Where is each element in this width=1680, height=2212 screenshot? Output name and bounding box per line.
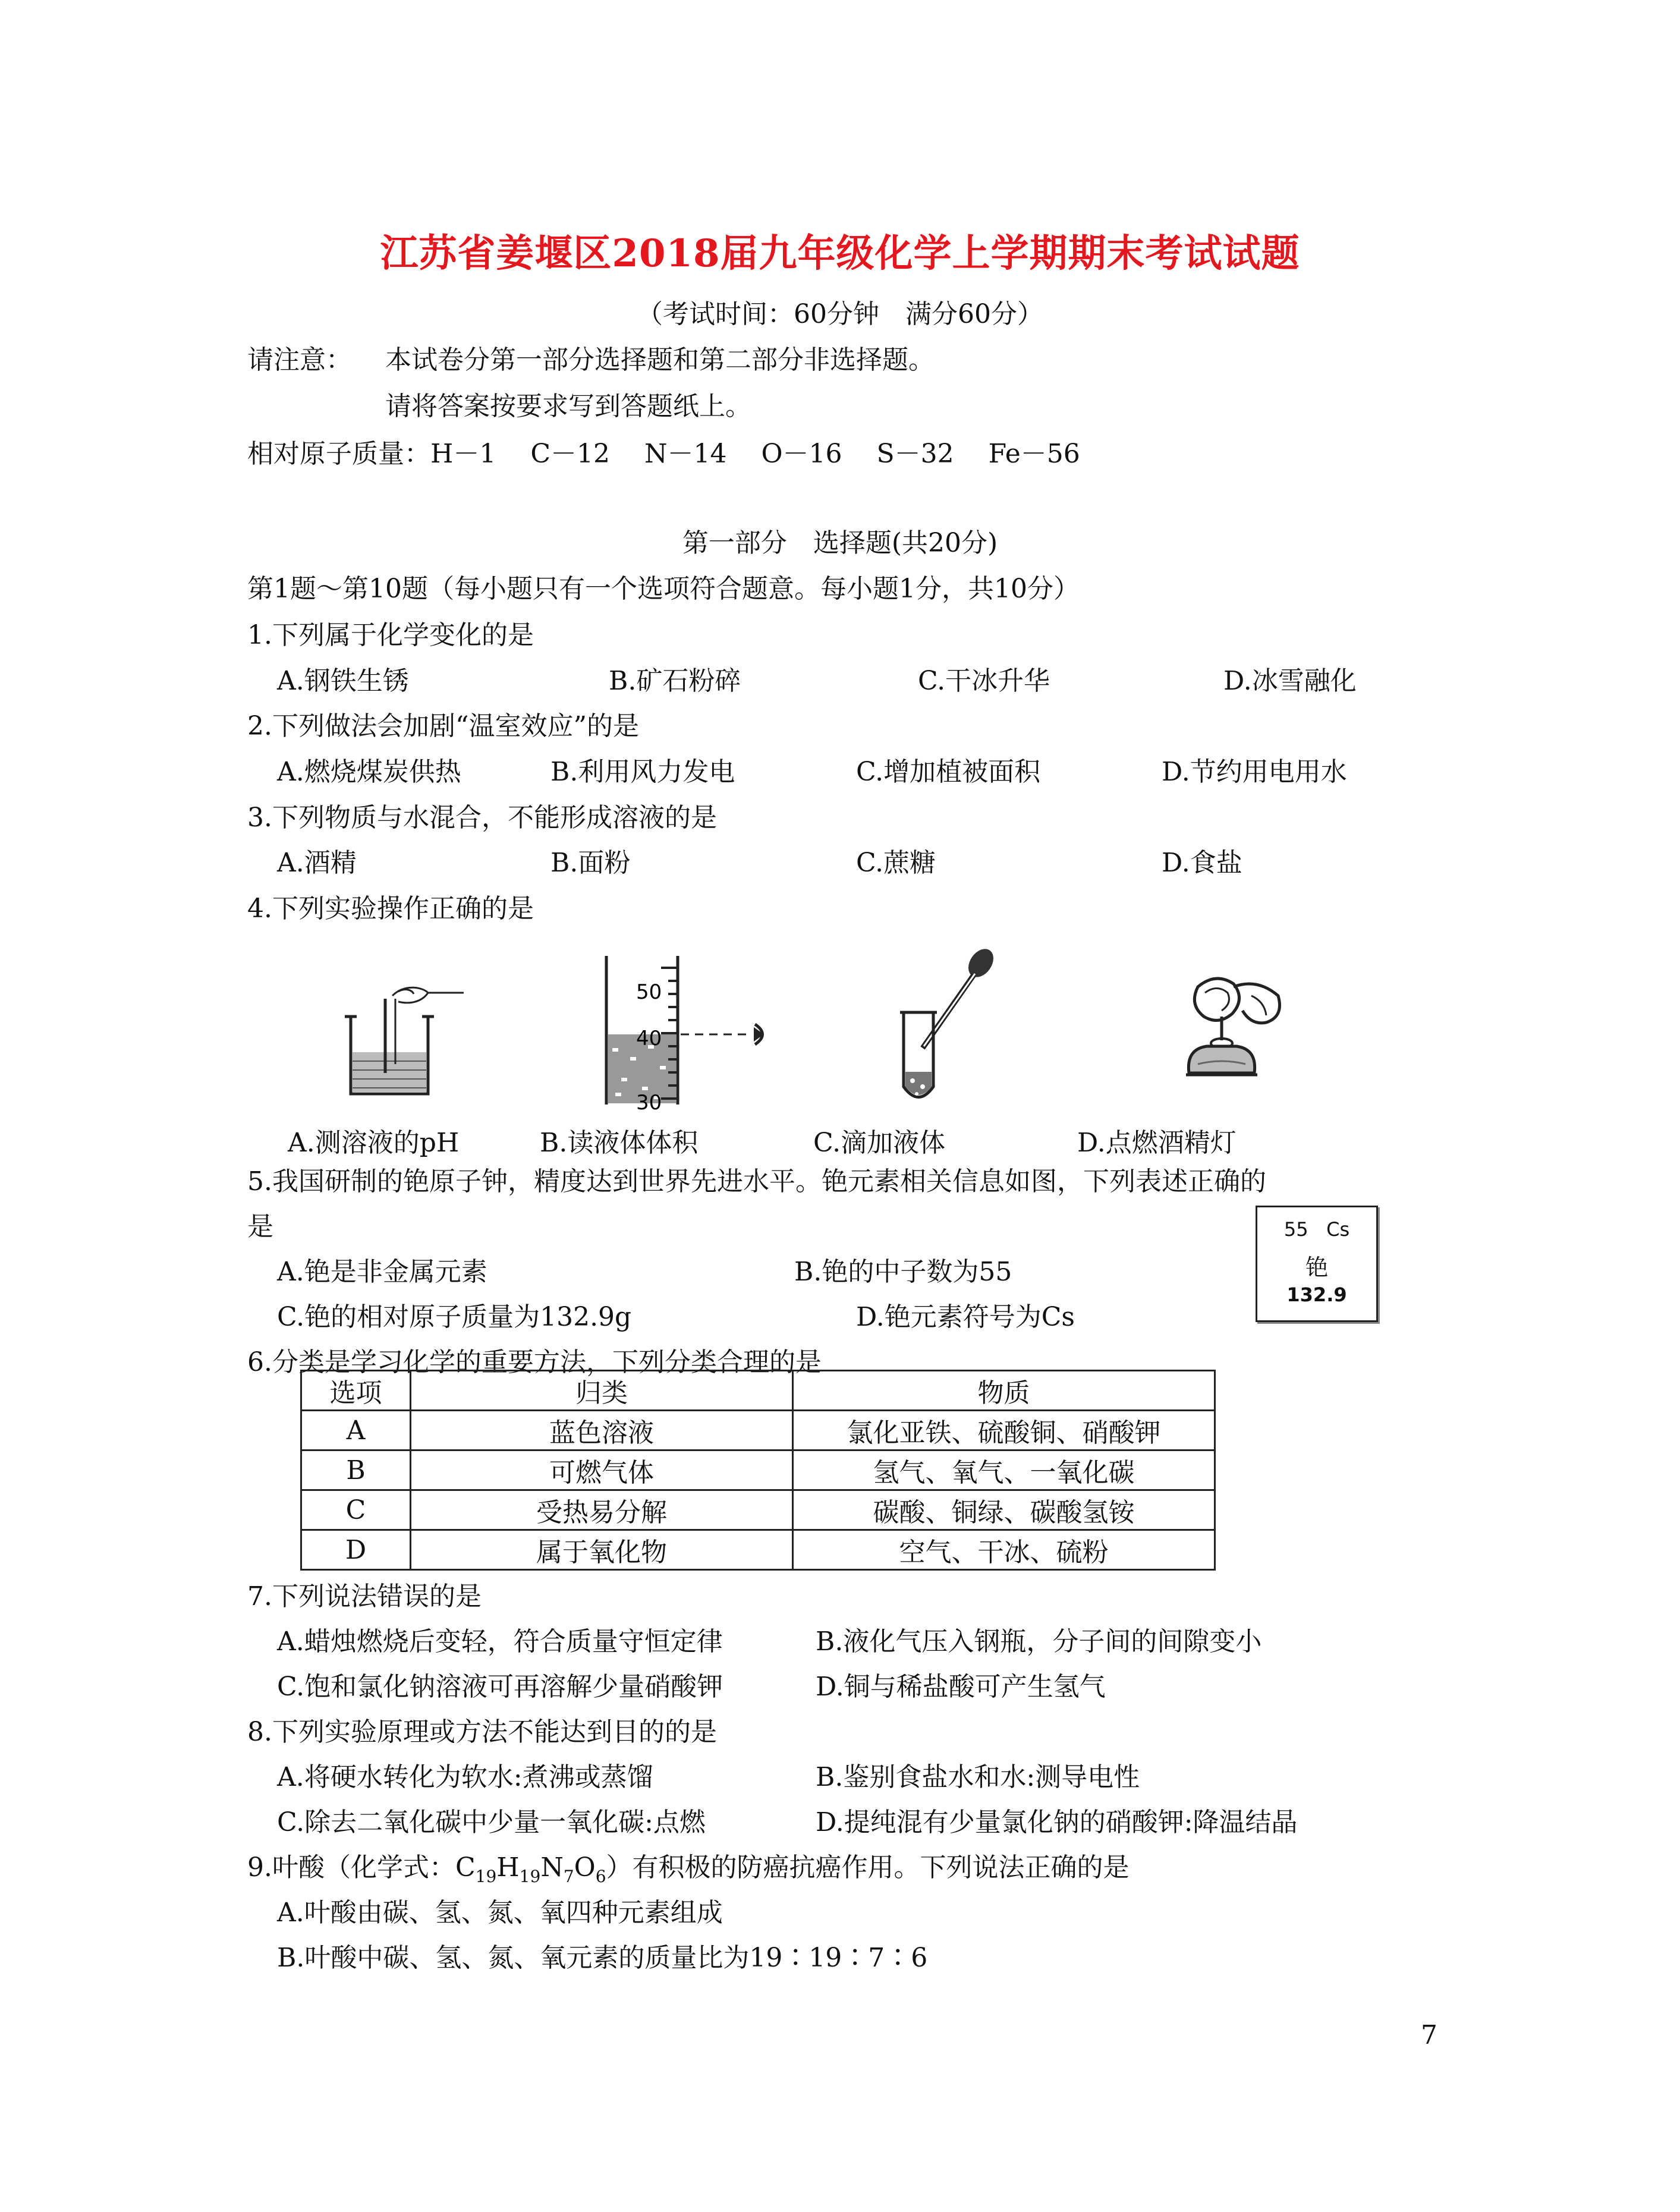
q3-option-a: A.酒精 (277, 848, 357, 878)
q5-stem-2: 是 (247, 1212, 273, 1242)
q2-option-a: A.燃烧煤炭供热 (277, 757, 461, 787)
table-row (301, 1490, 1215, 1530)
q3-option-c: C.蔗糖 (856, 848, 936, 878)
q8-option-d: D.提纯混有少量氯化钠的硝酸钾:降温结晶 (816, 1807, 1298, 1837)
q5-stem-1: 5.我国研制的铯原子钟，精度达到世界先进水平。铯元素相关信息如图，下列表述正确的 (247, 1166, 1266, 1197)
q1-option-c: C.干冰升华 (918, 666, 1050, 696)
row-a-category: 蓝色溶液 (411, 1411, 793, 1450)
notice-line-1: 本试卷分第一部分选择题和第二部分非选择题。 (385, 345, 935, 375)
q9-option-a: A.叶酸由碳、氢、氮、氧四种元素组成 (277, 1898, 723, 1928)
q4-caption-d: D.点燃酒精灯 (1077, 1128, 1237, 1158)
element-number-symbol (1257, 1218, 1376, 1241)
q8-option-a: A.将硬水转化为软水:煮沸或蒸馏 (277, 1762, 653, 1792)
row-c-option: C (301, 1490, 411, 1530)
row-b-substances: 氢气、氧气、一氧化碳 (793, 1450, 1215, 1490)
section-heading: 第一部分 选择题(共20分) (682, 528, 998, 558)
table-header-row (301, 1371, 1215, 1411)
q3-option-b: B.面粉 (550, 848, 631, 878)
classification-table (300, 1370, 1216, 1571)
notice-label: 请注意： (247, 345, 352, 375)
q7-option-d: D.铜与稀盐酸可产生氢气 (816, 1672, 1106, 1702)
notice-line-2: 请将答案按要求写到答题纸上。 (385, 391, 751, 421)
row-b-option: B (301, 1450, 411, 1490)
q9-stem-post: ）有积极的防癌抗癌作用。下列说法正确的是 (606, 1852, 1130, 1883)
header-substances: 物质 (793, 1371, 1215, 1411)
q3-stem: 3.下列物质与水混合，不能形成溶液的是 (247, 803, 717, 833)
element-name: 铯 (1305, 1254, 1328, 1280)
q7-option-c: C.饱和氯化钠溶液可再溶解少量硝酸钾 (277, 1672, 723, 1702)
row-d-option: D (301, 1530, 411, 1570)
table-row (301, 1450, 1215, 1490)
q5-option-d: D.铯元素符号为Cs (856, 1302, 1075, 1332)
q9-option-b: B.叶酸中碳、氢、氮、氧元素的质量比为19∶19∶7∶6 (277, 1943, 928, 1973)
row-d-category: 属于氧化物 (411, 1530, 793, 1570)
q2-stem: 2.下列做法会加剧“温室效应”的是 (247, 711, 639, 741)
q3-option-d: D.食盐 (1162, 848, 1242, 878)
alcohol-lamp-figure (1162, 969, 1299, 1094)
q7-option-b: B.液化气压入钢瓶，分子间的间隙变小 (816, 1626, 1262, 1657)
q2-option-c: C.增加植被面积 (856, 757, 1041, 787)
q5-option-c: C.铯的相对原子质量为132.9g (277, 1302, 632, 1332)
cylinder-figure (594, 950, 785, 1110)
page-number: 7 (1421, 2020, 1437, 2050)
dropper-figure (886, 944, 1005, 1110)
row-d-substances: 空气、干冰、硫粉 (793, 1530, 1215, 1570)
q4-caption-b: B.读液体体积 (540, 1128, 699, 1158)
page-title: 江苏省姜堰区2018届九年级化学上学期期末考试试题 (380, 231, 1300, 276)
q8-option-b: B.鉴别食盐水和水:测导电性 (816, 1762, 1140, 1792)
cylinder-tick-30: 30 (636, 1091, 662, 1110)
row-c-category: 受热易分解 (411, 1490, 793, 1530)
q4-caption-c: C.滴加液体 (813, 1128, 946, 1158)
cesium-element-card (1256, 1206, 1378, 1322)
header-option: 选项 (301, 1371, 411, 1411)
table-row (301, 1530, 1215, 1570)
exam-info: （考试时间：60分钟 满分60分） (637, 299, 1043, 329)
element-symbol: Cs (1326, 1218, 1350, 1241)
header-category: 归类 (411, 1371, 793, 1411)
q9-stem-pre: 9.叶酸（化学式： (247, 1852, 455, 1883)
ph-test-figure (339, 975, 470, 1100)
folic-acid-formula: $C_{19}H_{19}N_7O_6$ (455, 1852, 606, 1886)
row-a-option: A (301, 1411, 411, 1450)
element-number: 55 (1283, 1218, 1308, 1241)
q5-option-a: A.铯是非金属元素 (277, 1257, 487, 1287)
q1-option-b: B.矿石粉碎 (609, 666, 741, 696)
section-instruction: 第1题～第10题（每小题只有一个选项符合题意。每小题1分，共10分） (247, 574, 1080, 604)
q4-caption-a: A.测溶液的pH (288, 1128, 460, 1158)
q9-stem (247, 1852, 1130, 1886)
cylinder-tick-40: 40 (636, 1027, 662, 1050)
row-c-substances: 碳酸、铜绿、碳酸氢铵 (793, 1490, 1215, 1530)
q1-option-a: A.钢铁生锈 (277, 666, 409, 696)
q5-option-b: B.铯的中子数为55 (794, 1257, 1012, 1287)
table-row (301, 1411, 1215, 1450)
q4-stem: 4.下列实验操作正确的是 (247, 893, 534, 924)
element-mass: 132.9 (1286, 1283, 1347, 1306)
row-a-substances: 氯化亚铁、硫酸铜、硝酸钾 (793, 1411, 1215, 1450)
q7-option-a: A.蜡烛燃烧后变轻，符合质量守恒定律 (277, 1626, 723, 1657)
row-b-category: 可燃气体 (411, 1450, 793, 1490)
atomic-masses: 相对原子质量：H－1 C－12 N－14 O－16 S－32 Fe－56 (247, 439, 1080, 469)
q1-option-d: D.冰雪融化 (1223, 666, 1357, 696)
q8-option-c: C.除去二氧化碳中少量一氧化碳:点燃 (277, 1807, 706, 1837)
q7-stem: 7.下列说法错误的是 (247, 1581, 482, 1612)
q2-option-b: B.利用风力发电 (550, 757, 735, 787)
q2-option-d: D.节约用电用水 (1162, 757, 1347, 787)
cylinder-tick-50: 50 (636, 980, 662, 1004)
q6-stem: 6.分类是学习化学的重要方法，下列分类合理的是 (247, 1347, 822, 1377)
q1-stem: 1.下列属于化学变化的是 (247, 620, 534, 650)
q8-stem: 8.下列实验原理或方法不能达到目的的是 (247, 1717, 717, 1747)
